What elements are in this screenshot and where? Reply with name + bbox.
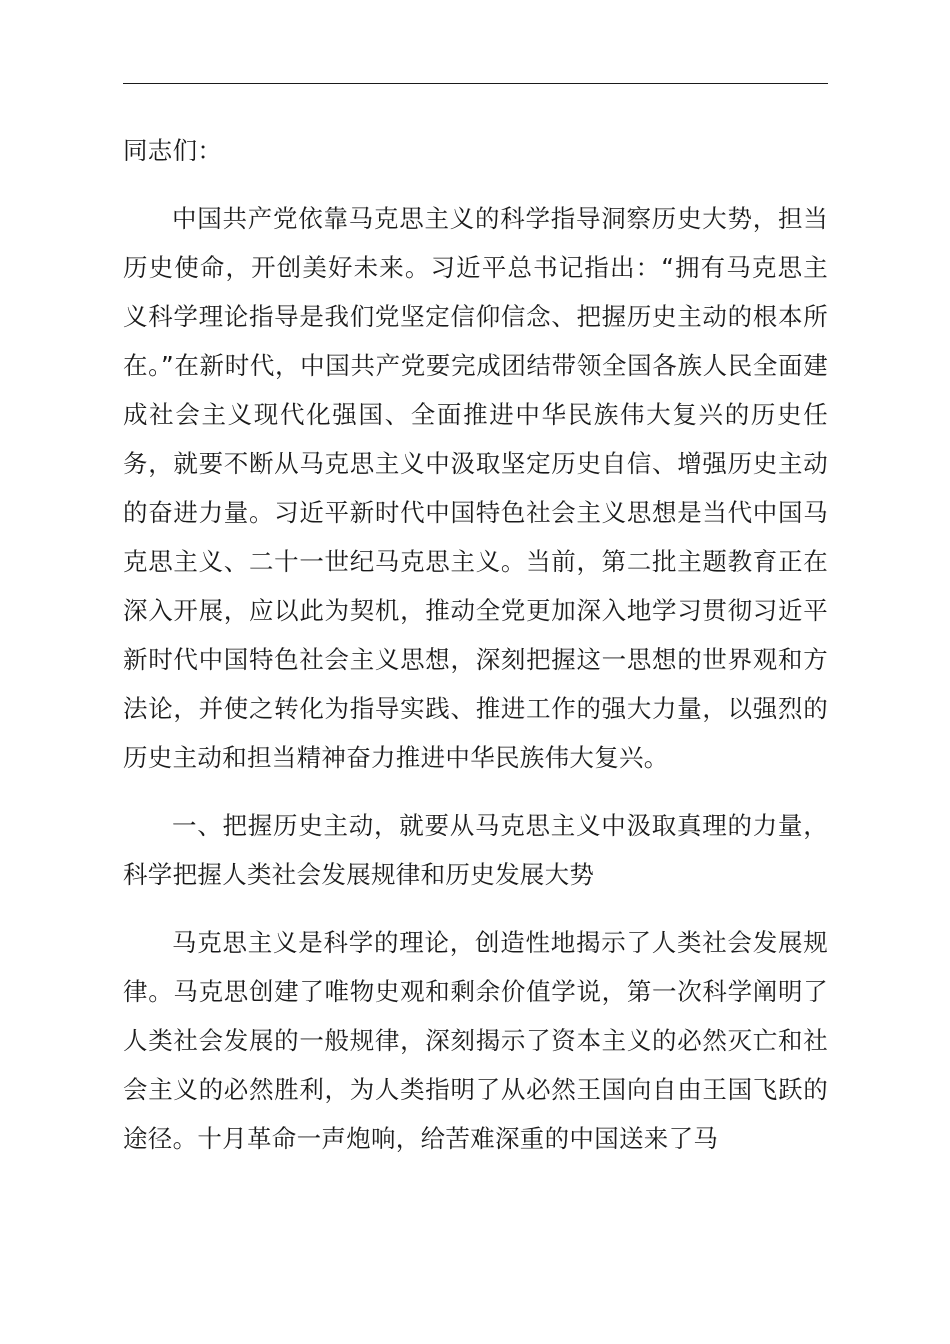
header-rule: [123, 83, 828, 84]
paragraph-section-1: 马克思主义是科学的理论，创造性地揭示了人类社会发展规律。马克思创建了唯物史观和剩余价值学说，第一次科学阐明了人类社会发展的一般规律，深刻揭示了资本主义的必然灭亡和社会主义的必然胜利，为人类指明了从必然王国向自由王国飞跃的途径。十月革命一声炮响，给苦难深重的中国送来了马: [123, 928, 828, 1153]
salutation: 同志们：: [123, 136, 223, 165]
document-body: [123, 126, 828, 1182]
paragraph-intro: 中国共产党依靠马克思主义的科学指导洞察历史大势，担当历史使命，开创美好未来。习近平总书记指出：“拥有马克思主义科学理论指导是我们党坚定信仰信念、把握历史主动的根本所在。”在新时代，中国共产党要完成团结带领全国各族人民全面建成社会主义现代化强国、全面推进中华民族伟大复兴的历史任务，就要不断从马克思主义中汲取坚定历史自信、增强历史主动的奋进力量。习近平新时代中国特色社会主义思想是当代中国马克思主义、二十一世纪马克思主义。当前，第二批主题教育正在深入开展，应以此为契机，推动全党更加深入地学习贯彻习近平新时代中国特色社会主义思想，深刻把握这一思想的世界观和方法论，并使之转化为指导实践、推进工作的强大力量，以强烈的历史主动和担当精神奋力推进中华民族伟大复兴。: [123, 204, 828, 772]
section-heading-1: 一、把握历史主动，就要从马克思主义中汲取真理的力量，科学把握人类社会发展规律和历史发展大势: [123, 811, 828, 889]
